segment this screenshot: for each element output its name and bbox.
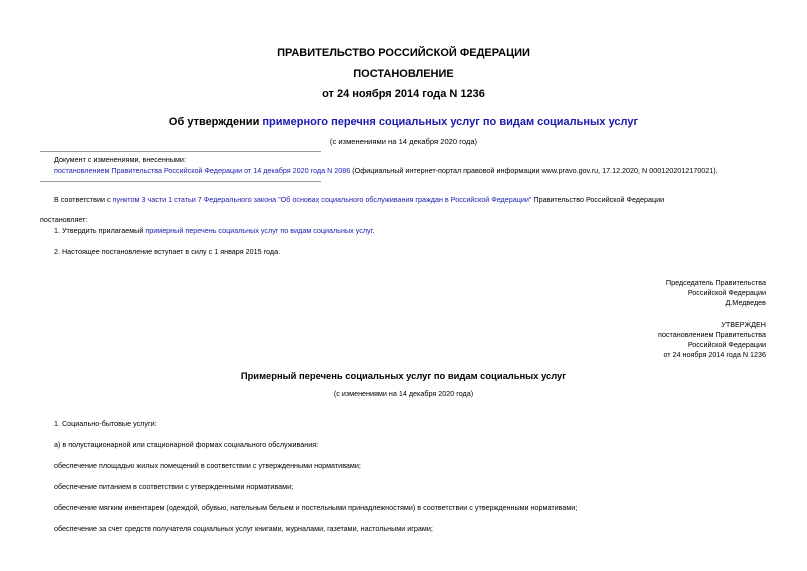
preamble-start: В соответствии с: [54, 195, 113, 204]
list-changes-note: (с изменениями на 14 декабря 2020 года): [333, 389, 474, 398]
item1-list-link[interactable]: примерный перечень социальных услуг по видам социальных услуг: [145, 226, 373, 235]
amendment-source: (Официальный интернет-портал правовой информации www.pravo.gov.ru, 17.12.2020, N 0001202012170021).: [350, 166, 718, 175]
amendment-link[interactable]: постановлением Правительства Российской Федерации от 14 декабря 2020 года N 2086: [54, 166, 351, 175]
signature-name: Д.Медведев: [725, 298, 766, 307]
document-title: [0, 116, 807, 128]
resolution-item-1: [54, 226, 374, 235]
approval-stamp: УТВЕРЖДЕН: [721, 320, 766, 329]
title-prefix: Об утверждении: [168, 116, 263, 128]
list-section-1: 1. Социально-бытовые услуги:: [54, 419, 157, 428]
resolves-text: постановляет:: [40, 215, 88, 224]
item1-start: 1. Утвердить прилагаемый: [54, 226, 146, 235]
item1-end: .: [372, 226, 375, 235]
amendments-bottom-rule: [40, 181, 321, 182]
preamble-law-link[interactable]: пунктом 3 части 1 статьи 7 Федерального закона "Об основах социального обслуживания граждан в Российской Федерации": [112, 195, 532, 204]
list-title: Примерный перечень социальных услуг по видам социальных услуг: [240, 370, 567, 381]
signature-country: Российской Федерации: [687, 288, 766, 297]
list-item-inventory: обеспечение мягким инвентарем (одеждой, обувью, нательным бельем и постельными принадлежностями) в соответствии с утвержденными нормативами;: [54, 503, 578, 512]
government-heading: ПРАВИТЕЛЬСТВО РОССИЙСКОЙ ФЕДЕРАЦИИ: [277, 47, 530, 59]
signature-position: Председатель Правительства: [665, 278, 766, 287]
resolution-item-2: 2. Настоящее постановление вступает в силу с 1 января 2015 года.: [54, 247, 281, 256]
list-subsection-a: а) в полустационарной или стационарной формах социального обслуживания:: [54, 440, 319, 449]
approval-date: от 24 ноября 2014 года N 1236: [663, 350, 766, 359]
document-type-heading: ПОСТАНОВЛЕНИЕ: [353, 68, 454, 80]
preamble-end: Правительство Российской Федерации: [531, 195, 665, 204]
title-link[interactable]: примерного перечня социальных услуг по видам социальных услуг: [262, 116, 639, 128]
amendments-intro: Документ с изменениями, внесенными:: [54, 155, 186, 164]
approval-by: постановлением Правительства: [658, 330, 766, 339]
title-changes-note: (с изменениями на 14 декабря 2020 года): [329, 137, 478, 146]
list-item-books: обеспечение за счет средств получателя социальных услуг книгами, журналами, газетами, настольными играми;: [54, 524, 433, 533]
document-date-number: от 24 ноября 2014 года N 1236: [322, 88, 485, 100]
approval-country: Российской Федерации: [687, 340, 766, 349]
amendments-top-rule: [40, 151, 321, 152]
amendments-line: [54, 166, 718, 175]
preamble: [54, 195, 664, 204]
list-item-housing: обеспечение площадью жилых помещений в соответствии с утвержденными нормативами;: [54, 461, 361, 470]
list-item-food: обеспечение питанием в соответствии с утвержденными нормативами;: [54, 482, 294, 491]
